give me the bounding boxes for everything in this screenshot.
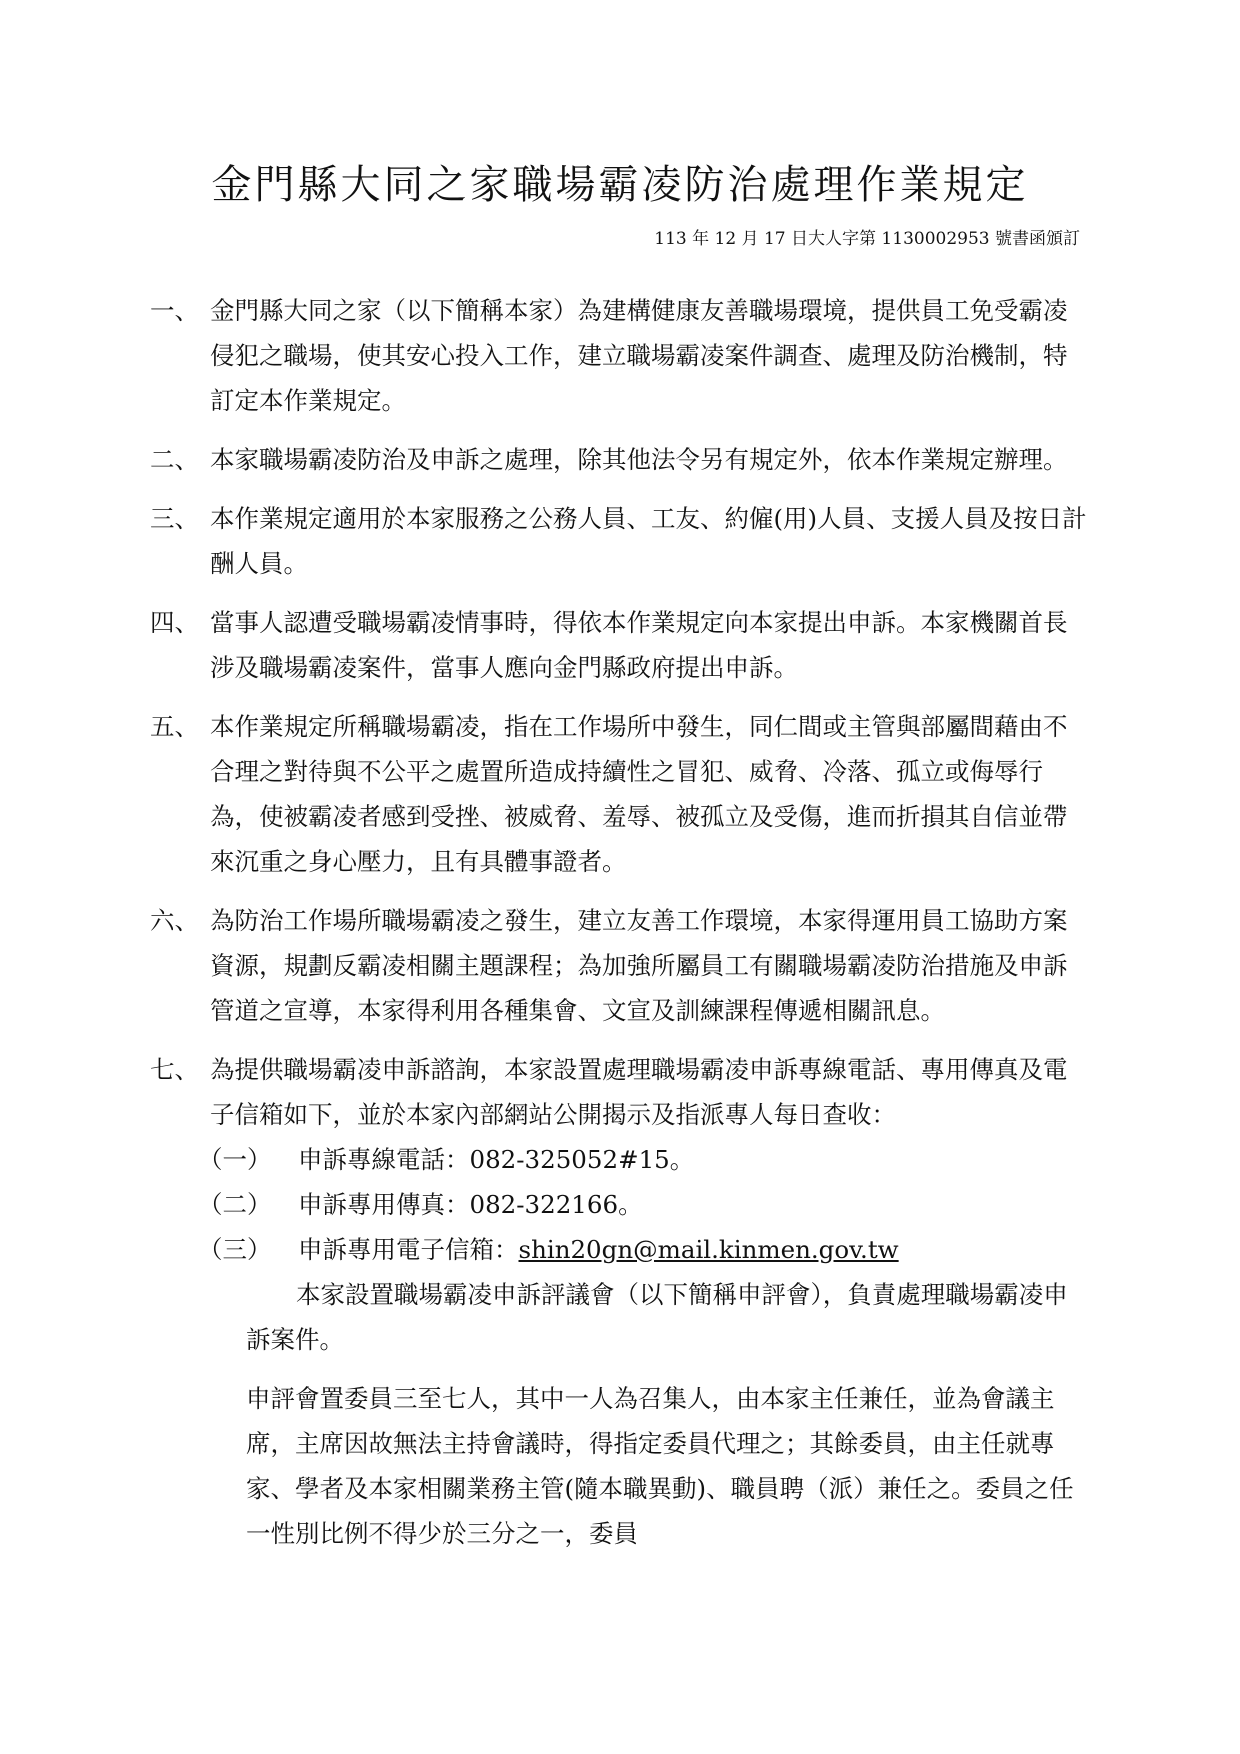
- subitem-text: 申訴專用傳真：082-322166。: [298, 1190, 643, 1219]
- document-subtitle: 113 年 12 月 17 日大人字第 1130002953 號書函頒訂: [654, 229, 1080, 249]
- article-text: 本作業規定所稱職場霸凌，指在工作場所中發生，同仁間或主管與部屬間藉由不合理之對待與不公平之處置所造成持續性之冒犯、威脅、冷落、孤立或侮辱行為，使被霸凌者感到受挫、被威脅、羞辱、被孤立及受傷，進而折損其自信並帶來沉重之身心壓力，且有具體事證者。: [210, 712, 1068, 876]
- subitem-number: （三）: [198, 1235, 272, 1264]
- subitem: [198, 1182, 1090, 1227]
- article-number: 三、: [150, 504, 199, 533]
- subitem-number: （二）: [198, 1190, 272, 1219]
- subitem-text: 申訴專線電話：082-325052#15。: [298, 1145, 695, 1174]
- email-label: 申訴專用電子信箱：: [298, 1235, 519, 1264]
- article-text: 為防治工作場所職場霸凌之發生，建立友善工作環境，本家得運用員工協助方案資源，規劃反霸凌相關主題課程；為加強所屬員工有關職場霸凌防治措施及申訴管道之宣導，本家得利用各種集會、文宣及訓練課程傳遞相關訊息。: [210, 906, 1068, 1025]
- article-item: [150, 496, 1090, 586]
- subitem: [198, 1137, 1090, 1182]
- document-title: 金門縣大同之家職場霸凌防治處理作業規定: [211, 162, 1029, 208]
- document-body: [150, 288, 1090, 1556]
- article-text: 本作業規定適用於本家服務之公務人員、工友、約僱(用)人員、支援人員及按日計酬人員。: [210, 504, 1087, 578]
- article-number: 五、: [150, 712, 199, 741]
- article-number: 二、: [150, 445, 199, 474]
- article-text: 金門縣大同之家（以下簡稱本家）為建構健康友善職場環境，提供員工免受霸凌侵犯之職場，使其安心投入工作，建立職場霸凌案件調查、處理及防治機制，特訂定本作業規定。: [210, 296, 1068, 415]
- article-item: [150, 704, 1090, 884]
- article-item: [150, 437, 1090, 482]
- paragraph-members: 申評會置委員三至七人，其中一人為召集人，由本家主任兼任，並為會議主席，主席因故無法主持會議時，得指定委員代理之；其餘委員，由主任就專家、學者及本家相關業務主管(隨本職異動)、職員聘（派）兼任之。委員之任一性別比例不得少於三分之一，委員: [246, 1384, 1074, 1548]
- article-item: [150, 600, 1090, 690]
- subitem-number: （一）: [198, 1145, 272, 1174]
- subitem-text: [298, 1227, 1090, 1272]
- article-number: 一、: [150, 296, 199, 325]
- article-text: 當事人認遭受職場霸凌情事時，得依本作業規定向本家提出申訴。本家機關首長涉及職場霸凌案件，當事人應向金門縣政府提出申訴。: [210, 608, 1068, 682]
- article-number: 四、: [150, 608, 199, 637]
- article-item: [150, 288, 1090, 423]
- article-number: 六、: [150, 906, 199, 935]
- subitem: [198, 1227, 1090, 1272]
- article-item: [150, 898, 1090, 1033]
- paragraph-committee: 本家設置職場霸凌申訴評議會（以下簡稱申評會），負責處理職場霸凌申訴案件。: [246, 1280, 1068, 1354]
- article-item: [150, 1047, 1090, 1137]
- email-link[interactable]: shin20gn@mail.kinmen.gov.tw: [518, 1235, 899, 1264]
- article-text: 本家職場霸凌防治及申訴之處理，除其他法令另有規定外，依本作業規定辦理。: [210, 445, 1068, 474]
- article-number: 七、: [150, 1055, 199, 1084]
- article-text: 為提供職場霸凌申訴諮詢，本家設置處理職場霸凌申訴專線電話、專用傳真及電子信箱如下，並於本家內部網站公開揭示及指派專人每日查收：: [210, 1055, 1068, 1129]
